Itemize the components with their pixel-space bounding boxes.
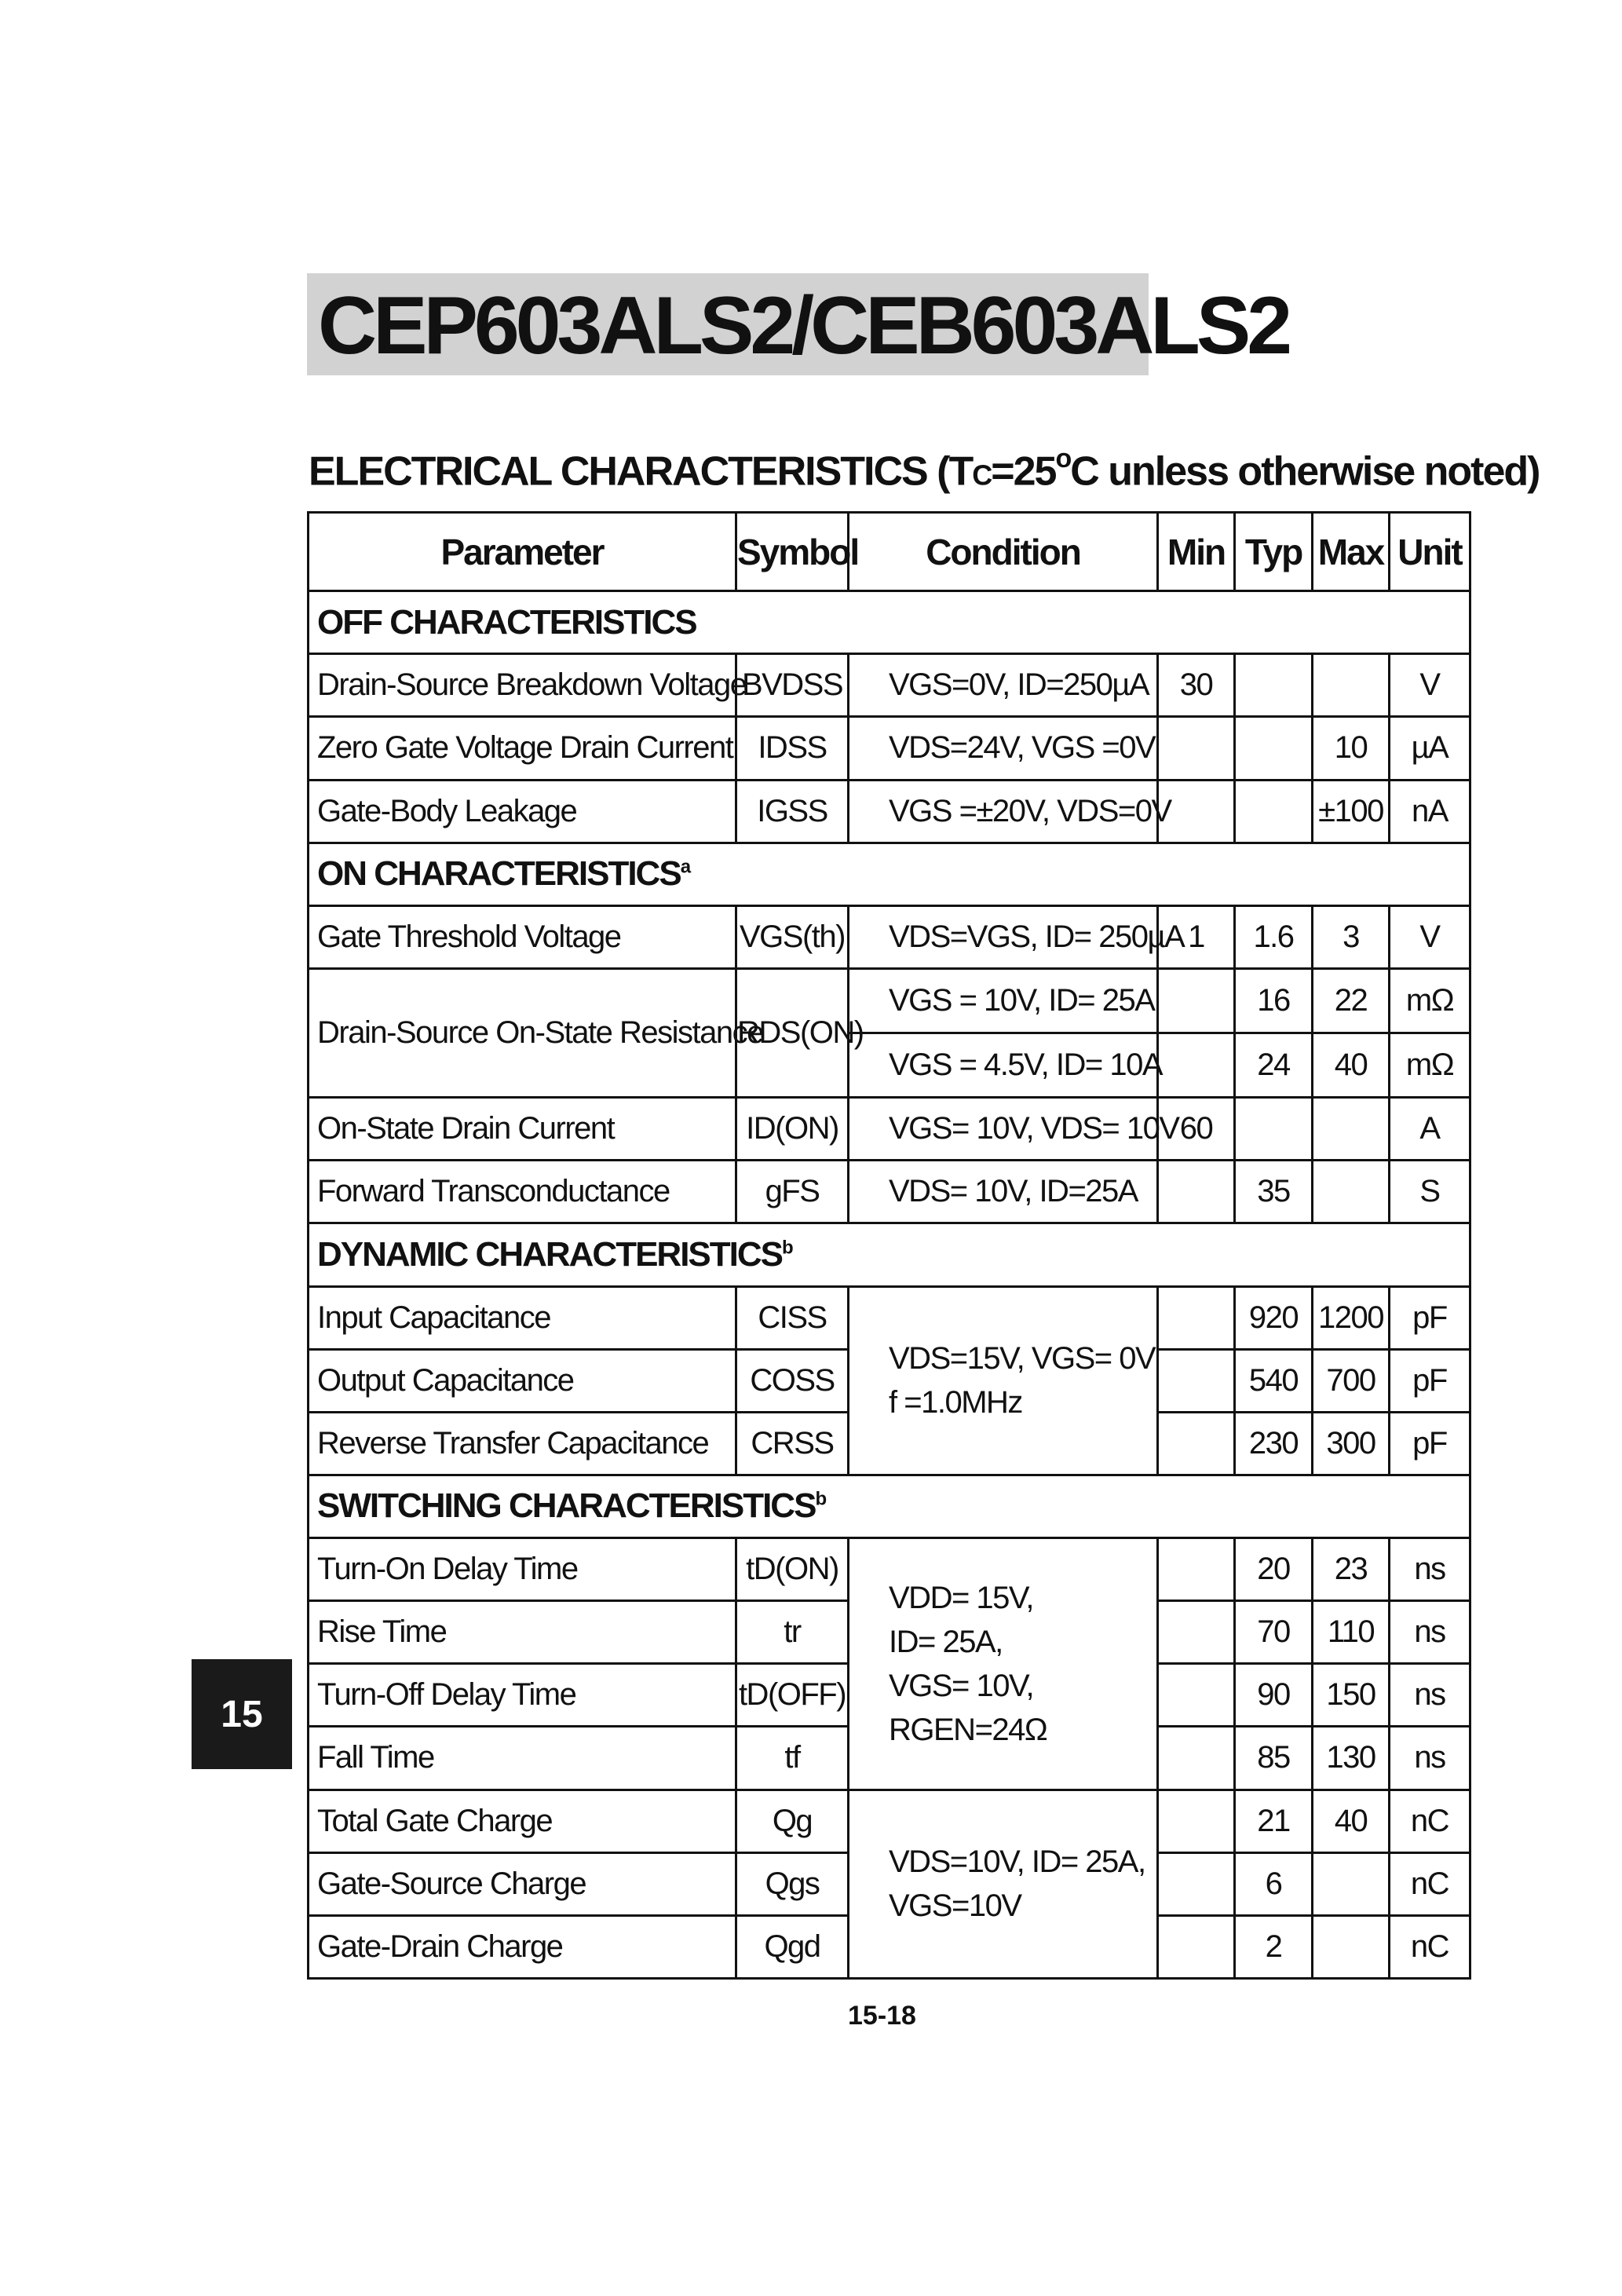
param-cell: Gate-Source Charge <box>309 1852 736 1915</box>
header-typ: Typ <box>1235 513 1313 591</box>
max-cell: ±100 <box>1313 780 1390 843</box>
section-label: ON CHARACTERISTICS <box>317 854 681 894</box>
condition-cell: VDS= 10V, ID=25A <box>849 1161 1158 1223</box>
max-cell: 150 <box>1313 1664 1390 1727</box>
min-cell <box>1158 1852 1235 1915</box>
symbol-cell: COSS <box>736 1349 849 1412</box>
min-cell <box>1158 1349 1235 1412</box>
typ-cell: 70 <box>1235 1601 1313 1664</box>
unit-cell: nA <box>1390 780 1470 843</box>
table-row <box>309 1286 1470 1349</box>
max-cell: 110 <box>1313 1601 1390 1664</box>
unit-cell: nC <box>1390 1852 1470 1915</box>
unit-cell: ns <box>1390 1664 1470 1727</box>
table-row <box>309 1790 1470 1852</box>
table-row <box>309 780 1470 843</box>
condition-cell: VDS=24V, VGS =0V <box>849 717 1158 780</box>
section-off <box>309 591 1470 654</box>
section-switching <box>309 1475 1470 1537</box>
section-note: a <box>680 856 690 878</box>
unit-cell: V <box>1390 905 1470 968</box>
symbol-cell: CISS <box>736 1286 849 1349</box>
section-note: b <box>782 1237 792 1259</box>
min-cell <box>1158 1412 1235 1475</box>
typ-cell: 35 <box>1235 1161 1313 1223</box>
typ-cell: 85 <box>1235 1727 1313 1790</box>
min-cell <box>1158 717 1235 780</box>
section-label: OFF CHARACTERISTICS <box>317 602 696 642</box>
section-row <box>309 591 1470 654</box>
section-row <box>309 1223 1470 1286</box>
typ-cell <box>1235 1098 1313 1161</box>
max-cell <box>1313 1161 1390 1223</box>
symbol-cell: VGS(th) <box>736 905 849 968</box>
typ-cell: 24 <box>1235 1033 1313 1098</box>
condition-cell: VGS= 10V, VDS= 10V <box>849 1098 1158 1161</box>
min-cell <box>1158 1915 1235 1978</box>
unit-cell: µA <box>1390 717 1470 780</box>
typ-cell <box>1235 654 1313 717</box>
min-cell: 60 <box>1158 1098 1235 1161</box>
param-cell: Total Gate Charge <box>309 1790 736 1852</box>
max-cell: 23 <box>1313 1538 1390 1601</box>
table-row <box>309 1538 1470 1601</box>
condition-cell: VDS=VGS, ID= 250µA <box>849 905 1158 968</box>
condition-cell: VGS=0V, ID=250µA <box>849 654 1158 717</box>
section-row <box>309 1475 1470 1537</box>
min-cell: 1 <box>1158 905 1235 968</box>
symbol-cell: IGSS <box>736 780 849 843</box>
symbol-cell: gFS <box>736 1161 849 1223</box>
param-cell: Turn-On Delay Time <box>309 1538 736 1601</box>
max-cell: 1200 <box>1313 1286 1390 1349</box>
symbol-cell: Qg <box>736 1790 849 1852</box>
table-row <box>309 1098 1470 1161</box>
table-row <box>309 1161 1470 1223</box>
typ-cell <box>1235 780 1313 843</box>
symbol-cell: tD(ON) <box>736 1538 849 1601</box>
unit-cell: nC <box>1390 1790 1470 1852</box>
typ-cell: 1.6 <box>1235 905 1313 968</box>
param-cell: Output Capacitance <box>309 1349 736 1412</box>
unit-cell: ns <box>1390 1538 1470 1601</box>
header-parameter: Parameter <box>309 513 736 591</box>
condition-cell: VGS =±20V, VDS=0V <box>849 780 1158 843</box>
unit-cell: mΩ <box>1390 968 1470 1033</box>
typ-cell: 6 <box>1235 1852 1313 1915</box>
min-cell <box>1158 1727 1235 1790</box>
param-cell: Zero Gate Voltage Drain Current <box>309 717 736 780</box>
max-cell: 300 <box>1313 1412 1390 1475</box>
unit-cell: A <box>1390 1098 1470 1161</box>
min-cell <box>1158 1664 1235 1727</box>
max-cell: 22 <box>1313 968 1390 1033</box>
electrical-characteristics-table <box>307 511 1471 1980</box>
table-row <box>309 654 1470 717</box>
param-cell: Rise Time <box>309 1601 736 1664</box>
unit-cell: S <box>1390 1161 1470 1223</box>
chapter-tab: 15 <box>192 1659 292 1769</box>
table-row <box>309 905 1470 968</box>
condition-cell: VDD= 15V, ID= 25A, VGS= 10V, RGEN=24Ω <box>849 1538 1158 1790</box>
symbol-cell: BVDSS <box>736 654 849 717</box>
page-number: 15-18 <box>848 2001 916 2031</box>
min-cell: 30 <box>1158 654 1235 717</box>
unit-cell: nC <box>1390 1915 1470 1978</box>
symbol-cell: ID(ON) <box>736 1098 849 1161</box>
max-cell: 40 <box>1313 1790 1390 1852</box>
param-cell: Drain-Source Breakdown Voltage <box>309 654 736 717</box>
section-heading <box>309 430 1539 506</box>
max-cell: 700 <box>1313 1349 1390 1412</box>
section-label: DYNAMIC CHARACTERISTICS <box>317 1234 782 1274</box>
header-row <box>309 513 1470 591</box>
symbol-cell: tr <box>736 1601 849 1664</box>
param-cell: Gate-Drain Charge <box>309 1915 736 1978</box>
min-cell <box>1158 1790 1235 1852</box>
heading-rest: C unless otherwise noted) <box>1070 448 1540 495</box>
param-cell: Drain-Source On-State Resistance <box>309 968 736 1097</box>
typ-cell: 540 <box>1235 1349 1313 1412</box>
symbol-cell: IDSS <box>736 717 849 780</box>
min-cell <box>1158 968 1235 1033</box>
header-unit: Unit <box>1390 513 1470 591</box>
section-note: b <box>815 1488 826 1510</box>
max-cell: 40 <box>1313 1033 1390 1098</box>
heading-eq: =25 <box>991 448 1056 495</box>
max-cell <box>1313 1098 1390 1161</box>
unit-cell: pF <box>1390 1349 1470 1412</box>
section-label: SWITCHING CHARACTERISTICS <box>317 1486 816 1526</box>
param-cell: On-State Drain Current <box>309 1098 736 1161</box>
section-row <box>309 843 1470 905</box>
header-condition: Condition <box>849 513 1158 591</box>
min-cell <box>1158 1286 1235 1349</box>
unit-cell: pF <box>1390 1412 1470 1475</box>
condition-cell: VGS = 4.5V, ID= 10A <box>849 1033 1158 1098</box>
symbol-cell: CRSS <box>736 1412 849 1475</box>
symbol-cell: Qgs <box>736 1852 849 1915</box>
unit-cell: pF <box>1390 1286 1470 1349</box>
condition-cell: VDS=15V, VGS= 0V f =1.0MHz <box>849 1286 1158 1475</box>
symbol-cell: RDS(ON) <box>736 968 849 1097</box>
param-cell: Gate-Body Leakage <box>309 780 736 843</box>
symbol-cell: tf <box>736 1727 849 1790</box>
param-cell: Turn-Off Delay Time <box>309 1664 736 1727</box>
symbol-cell: tD(OFF) <box>736 1664 849 1727</box>
header-min: Min <box>1158 513 1235 591</box>
unit-cell: ns <box>1390 1727 1470 1790</box>
min-cell <box>1158 1161 1235 1223</box>
condition-cell: VDS=10V, ID= 25A, VGS=10V <box>849 1790 1158 1978</box>
typ-cell: 2 <box>1235 1915 1313 1978</box>
typ-cell: 21 <box>1235 1790 1313 1852</box>
param-cell: Reverse Transfer Capacitance <box>309 1412 736 1475</box>
unit-cell: V <box>1390 654 1470 717</box>
heading-subscript: C <box>972 459 992 492</box>
unit-cell: mΩ <box>1390 1033 1470 1098</box>
max-cell <box>1313 1852 1390 1915</box>
typ-cell: 230 <box>1235 1412 1313 1475</box>
param-cell: Input Capacitance <box>309 1286 736 1349</box>
typ-cell: 920 <box>1235 1286 1313 1349</box>
symbol-cell: Qgd <box>736 1915 849 1978</box>
max-cell: 10 <box>1313 717 1390 780</box>
condition-cell: VGS = 10V, ID= 25A <box>849 968 1158 1033</box>
max-cell: 130 <box>1313 1727 1390 1790</box>
min-cell <box>1158 1601 1235 1664</box>
param-cell: Fall Time <box>309 1727 736 1790</box>
degree-symbol: o <box>1055 444 1071 473</box>
param-cell: Forward Transconductance <box>309 1161 736 1223</box>
typ-cell: 16 <box>1235 968 1313 1033</box>
table-row <box>309 968 1470 1033</box>
min-cell <box>1158 1538 1235 1601</box>
typ-cell <box>1235 717 1313 780</box>
document-title: CEP603ALS2/CEB603ALS2 <box>318 280 1289 371</box>
header-symbol: Symbol <box>736 513 849 591</box>
typ-cell: 90 <box>1235 1664 1313 1727</box>
section-dynamic <box>309 1223 1470 1286</box>
min-cell <box>1158 1033 1235 1098</box>
header-max: Max <box>1313 513 1390 591</box>
max-cell <box>1313 654 1390 717</box>
max-cell <box>1313 1915 1390 1978</box>
table-row <box>309 717 1470 780</box>
heading-main: ELECTRICAL CHARACTERISTICS (T <box>309 448 973 495</box>
section-on <box>309 843 1470 905</box>
param-cell: Gate Threshold Voltage <box>309 905 736 968</box>
max-cell: 3 <box>1313 905 1390 968</box>
typ-cell: 20 <box>1235 1538 1313 1601</box>
unit-cell: ns <box>1390 1601 1470 1664</box>
